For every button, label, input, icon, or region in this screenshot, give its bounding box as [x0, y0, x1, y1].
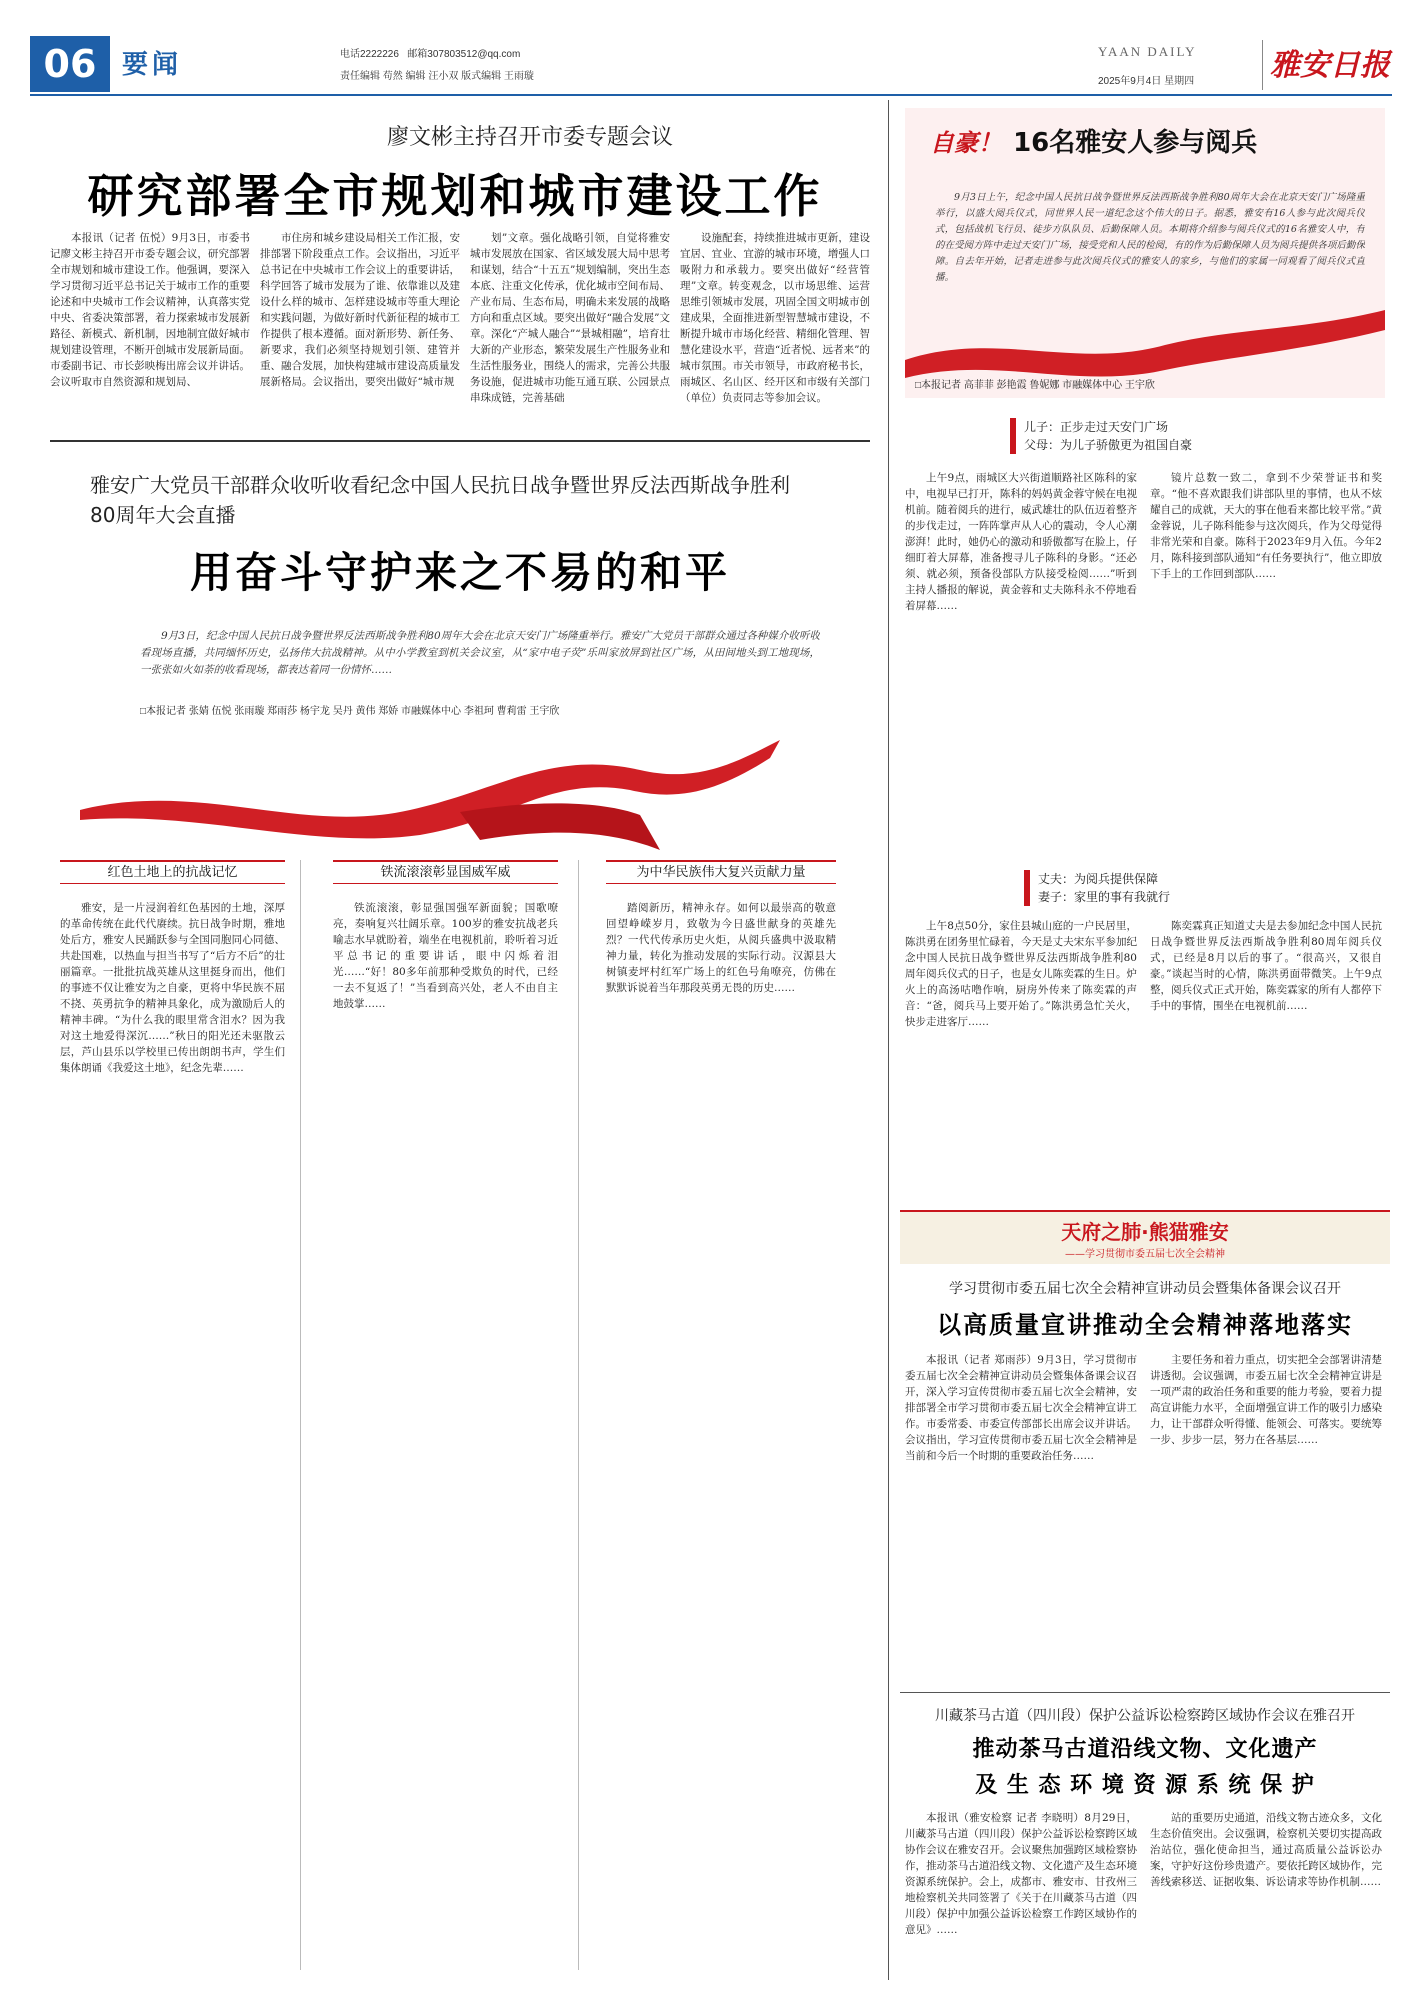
- story1-col-b: 镜片总数一致二，拿到不少荣誉证书和奖章。“他不喜欢跟我们讲部队里的事情，也从不炫耀自己的成就，天大的事在他看来都比较平常。”黄金蓉说，儿子陈科能参与这次阅兵，作为父母觉得非常光荣和自豪。陈科于2023年9月入伍。今年2月，陈科接到部队通知“有任务要执行”，他立即放下手上的工作回到部队……: [1150, 472, 1382, 580]
- column-body-3: 踏阅新历，精神永存。如何以最崇高的敬意回望峥嵘岁月，致敬为今日盛世献身的英雄先烈？一代代传承历史火炬，从阅兵盛典中汲取精神力量，转化为推动发展的实际行动。汉源县大树镇麦坪村红军广场上的红色号角嘹亮，仿佛在默默诉说着当年那段英勇无畏的历史……: [606, 902, 836, 994]
- column-heading-2: 铁流滚滚彰显国威军威: [333, 860, 558, 884]
- header-divider: [1262, 40, 1263, 90]
- feature-byline: □本报记者 高菲菲 彭艳霞 鲁妮娜 市融媒体中心 王宇欣: [915, 380, 1155, 391]
- column-body-1: 雅安，是一片浸润着红色基因的土地，深厚的革命传统在此代代赓续。抗日战争时期，雅地处后方，雅安人民踊跃参与全国同胞同心同德、共赴国难，以热血与担当书写了“后方不后”的壮丽篇章。一批批抗战英雄从这里挺身而出，他们的事迹不仅让雅安为之自豪，更将中华民族不屈不挠、英勇抗争的精神具象化，成为激励后人的精神丰碑。“为什么我的眼里常含泪水？因为我对这土地爱得深沉……”秋日的阳光还未驱散云层，芦山县乐以学校里已传出朗朗书声，学生们集体朗诵《我爱这土地》，纪念先辈……: [60, 902, 285, 1074]
- feature-ribbon-graphic: [905, 310, 1385, 380]
- newspaper-logo: 雅安日报: [1270, 48, 1390, 83]
- story2-tag2: 妻子：家里的事有我就行: [1038, 890, 1171, 904]
- header-contact: [340, 44, 534, 88]
- article1-col2: 市住房和城乡建设局相关工作汇报，安排部署下阶段重点工作。会议指出，习近平总书记在中央城市工作会议上的重要讲话，科学回答了城市发展为了谁、依靠谁以及建设什么样的城市、怎样建设城市等重大理论和实践问题，为做好新时代新征程的城市工作提供了根本遵循。面对新形势、新任务、新要求，我们必须坚持规划引领、建管并重、融合发展，加快构建城市建设高质量发展新格局。会议指出，要突出做好“城市规: [260, 232, 460, 388]
- column-heading-1: 红色土地上的抗战记忆: [60, 860, 285, 884]
- story1-col-a: 上午9点，雨城区大兴街道顺路社区陈科的家中，电视早已打开，陈科的妈妈黄金蓉守候在电视机前。随着阅兵的进行，威武雄壮的队伍迈着整齐的步伐走过，一阵阵掌声从人心的震动，令人心潮澎湃！此时，她仍心的激动和骄傲都写在脸上，仔细盯着大屏幕，准备搜寻儿子陈科的身影。“还必须、就必须，预备役部队方队接受检阅……”听到主持人播报的解说，黄金蓉和丈夫陈科永不停地看着屏幕……: [905, 472, 1137, 612]
- panda-col-a: 本报讯（记者 郑雨莎）9月3日，学习贯彻市委五届七次全会精神宣讲动员会暨集体备课会议召开，深入学习宣传贯彻市委五届七次全会精神，安排部署全市学习贯彻市委五届七次全会精神宣讲工作。市委常委、市委宣传部部长出席会议并讲话。会议指出，学习宣传贯彻市委五届七次全会精神是当前和今后一个时期的重要政治任务……: [905, 1354, 1137, 1462]
- article2-title: 用奋斗守护来之不易的和平: [189, 548, 730, 597]
- page-divider: [888, 100, 889, 1980]
- panda-title: 以高质量宣讲推动全会精神落地落实: [937, 1311, 1353, 1339]
- panda-kicker: 学习贯彻市委五届七次全会精神宣讲动员会暨集体备课会议召开: [949, 1281, 1341, 1297]
- feature-title: 16名雅安人参与阅兵: [1013, 128, 1258, 158]
- panda-banner-title: 天府之肺·熊猫雅安: [1061, 1220, 1229, 1244]
- story2-col-b: 陈奕霖真正知道丈夫是去参加纪念中国人民抗日战争暨世界反法西斯战争胜利80周年阅兵仪式，已经是8月以后的事了。“很高兴，又很自豪。”谈起当时的心情，陈洪勇面带微笑。上午9点整，阅兵仪式正式开始，陈奕霖家的所有人都停下手中的事情，围坐在电视机前……: [1150, 920, 1382, 1012]
- section-title: 要闻: [122, 50, 183, 80]
- column-heading-3: 为中华民族伟大复兴贡献力量: [606, 860, 836, 884]
- column-body-2: 铁流滚滚，彰显强国强军新面貌；国歌嘹亮，奏响复兴壮阔乐章。100岁的雅安抗战老兵喻志水早就盼着，端坐在电视机前，聆听着习近平总书记的重要讲话，眼中闪烁着泪光……“好！80多年前那种受欺负的时代，已经一去不复返了！”当看到高兴处，老人不由自主地鼓掌……: [333, 902, 558, 1010]
- article2-byline: □本报记者 张婧 伍悦 张雨璇 郑雨莎 杨宇龙 吴丹 黄伟 郑娇 市融媒体中心 李祖珂 曹莉雷 王宇欣: [140, 706, 560, 717]
- tea-kicker: 川藏茶马古道（四川段）保护公益诉讼检察跨区域协作会议在雅召开: [935, 1708, 1355, 1724]
- panda-banner: [900, 1210, 1390, 1264]
- header-rule: [30, 94, 1392, 96]
- tea-title-line1: 推动茶马古道沿线文物、文化遗产: [972, 1737, 1318, 1762]
- editor-credits: 责任编辑 苟然 编辑 汪小双 版式编辑 王雨璇: [340, 71, 534, 82]
- story1-tag-bar: [1010, 418, 1016, 454]
- tea-title-line2: 及 生 态 环 境 资 源 系 统 保 护: [975, 1773, 1315, 1798]
- feature-lead: 9月3日上午，纪念中国人民抗日战争暨世界反法西斯战争胜利80周年大会在北京天安门广场隆重举行，以盛大阅兵仪式，同世界人民一道纪念这个伟大的日子。据悉，雅安有16人参与此次阅兵仪式，包括战机飞行员、徒步方队队员、后勤保障人员。本期将介绍参与阅兵仪式的16名雅安人中，有的在受阅方阵中走过天安门广场，接受党和人民的检阅，有的作为后勤保障人员为阅兵提供各项后勤保障。自去年开始，记者走进参与此次阅兵仪式的雅安人的家乡，与他们的家属一同观看了阅兵仪式直播。: [935, 192, 1365, 283]
- article1-col1: 本报讯（记者 伍悦）9月3日，市委书记廖文彬主持召开市委专题会议，研究部署全市规划和城市建设工作。他强调，要深入学习贯彻习近平总书记关于城市工作的重要论述和中央城市工作会议精神，认真落实党中央、省委决策部署，着力探索城市发展新路径、新模式、新机制，因地制宜做好城市规划建设管理，不断开创城市发展新局面。市委副书记、市长彭映梅出席会议并讲话。会议听取市自然资源和规划局、: [50, 232, 250, 388]
- section-rule: [900, 1692, 1390, 1693]
- panda-col-b: 主要任务和着力重点，切实把全会部署讲清楚讲透彻。会议强调，市委五届七次全会精神宣讲是一项严肃的政治任务和重要的能力考验，要着力提高宣讲能力水平，全面增强宣讲工作的吸引力感染力，让干部群众听得懂、能领会、可落实。要统筹一步、步步一层，努力在各基层……: [1150, 1354, 1382, 1446]
- story2-tag1: 丈夫：为阅兵提供保障: [1038, 872, 1159, 886]
- column-divider: [578, 860, 579, 1970]
- red-ribbon-graphic: [80, 740, 780, 850]
- email: 邮箱307803512@qq.com: [407, 49, 521, 60]
- tea-col-a: 本报讯（雅安检察 记者 李晓明）8月29日，川藏茶马古道（四川段）保护公益诉讼检察跨区域协作会议在雅安召开。会议聚焦加强跨区域检察协作，推动茶马古道沿线文物、文化遗产及生态环境资源系统保护。会上，成都市、雅安市、甘孜州三地检察机关共同签署了《关于在川藏茶马古道（四川段）保护中加强公益诉讼检察工作跨区域协作的意见》……: [905, 1812, 1137, 1936]
- article1-rule: [50, 440, 870, 442]
- article1-kicker: 廖文彬主持召开市委专题会议: [386, 125, 673, 150]
- story2-col-a: 上午8点50分，家住县城山庭的一户民居里，陈洪勇在团务里忙碌着，今天是丈夫宋东平参加纪念中国人民抗日战争暨世界反法西斯战争胜利80周年阅兵仪式的日子，也是女儿陈奕霖的生日。炉火上的高汤咕噜作响，厨房外传来了陈奕霖的声音：“爸，阅兵马上要开始了。”陈洪勇急忙关火，快步走进客厅……: [905, 920, 1137, 1028]
- story2-tags: [1038, 870, 1358, 906]
- paper-english-name: YAAN DAILY: [1098, 44, 1197, 59]
- feature-heading: [930, 122, 1370, 159]
- article2-kicker: 雅安广大党员干部群众收听收看纪念中国人民抗日战争暨世界反法西斯战争胜利80周年大会直播: [90, 473, 790, 527]
- issue-date: 2025年9月4日 星期四: [1098, 76, 1195, 87]
- article1-col3: 划”文章。强化战略引领，自觉将雅安城市发展放在国家、省区域发展大局中思考和谋划，结合“十五五”规划编制，突出生态本底、注重文化传承，优化城市空间布局、产业布局、生态布局，明确未来发展的战略方向和重点区域。要突出做好“融合发展”文章。深化“产城人融合”“景城相融”，培育壮大新的产业形态，繁荣发展生产性服务业和生活性服务业，围绕人的需求，完善公共服务设施，促进城市功能互通互联、公园景点串珠成链，完善基础: [470, 232, 670, 404]
- article1-title: 研究部署全市规划和城市建设工作: [87, 169, 823, 223]
- story1-tag2: 父母：为儿子骄傲更为祖国自豪: [1024, 438, 1193, 452]
- story1-tag1: 儿子：正步走过天安门广场: [1024, 420, 1169, 434]
- panda-banner-subtitle: ——学习贯彻市委五届七次全会精神: [1065, 1249, 1225, 1260]
- page-number: 06: [30, 36, 110, 92]
- article1-col4: 设施配套，持续推进城市更新，建设宜居、宜业、宜游的城市环境，增强人口吸附力和承载力。要突出做好“经营管理”文章。转变观念，以市场思维、运营思维引领城市发展，巩固全国文明城市创建成果，全面推进新型智慧城市建设，不断提升城市市场化经营、精细化管理、智慧化建设水平，营造“近者悦、远者来”的城市氛围。市关市领导，市政府秘书长，雨城区、名山区、经开区和市级有关部门（单位）负责同志等参加会议。: [680, 232, 870, 404]
- column-divider: [300, 860, 301, 1970]
- tea-col-b: 站的重要历史通道，沿线文物古迹众多，文化生态价值突出。会议强调，检察机关要切实提高政治站位，强化使命担当，通过高质量公益诉讼办案，守护好这份珍贵遗产。要依托跨区域协作，完善线索移送、证据收集、诉讼请求等协作机制……: [1150, 1812, 1382, 1888]
- story1-tags: [1024, 418, 1364, 454]
- feature-kicker: 自豪！: [930, 129, 1002, 157]
- story2-tag-bar: [1024, 870, 1030, 906]
- phone: 电话2222226: [340, 49, 399, 60]
- article2-lead: 9月3日，纪念中国人民抗日战争暨世界反法西斯战争胜利80周年大会在北京天安门广场隆重举行。雅安广大党员干部群众通过各种媒介收听收看现场直播，共同缅怀历史，弘扬伟大抗战精神。从中小学教室到机关会议室，从“家中电子荧”乐叫家放屏到社区广场，从田间地头到工地现场，一张张如火如荼的收看现场，都表达着同一份情怀……: [140, 630, 820, 676]
